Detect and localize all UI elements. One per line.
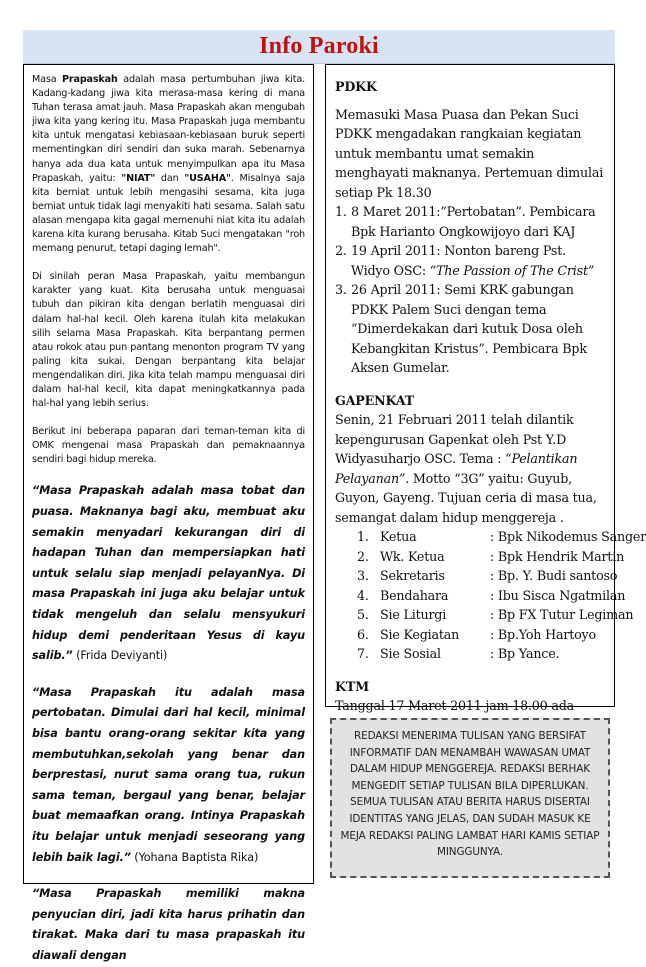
member-row: [357, 644, 606, 664]
page-header: [23, 30, 615, 64]
text-run: Motto “3G” yaitu: Guyub, Guyon, Gayeng. Tujuan ceria di masa tua, semangat dalam hidup menggereja .: [335, 470, 597, 525]
member-row: [357, 586, 626, 606]
text-run: adalah masa pertumbuhan jiwa kita. Kadang-kadang jiwa kita merasa-masa kering di mana Tuhan terasa amat jauh. Masa Prapaskah akan mengubah jiwa kita yang kering itu. Masa Prapaskah juga membantu kita untuk mengatasi kebiasaan-kebiasaan buruk seperti mementingkan diri sendiri dan suka marah. Sebenarnya hanya ada dua kata untuk menyimpulkan apa itu Masa Prapaskah, yaitu:: [32, 74, 305, 184]
member-name: : Bp. Y. Budi santoso: [490, 568, 618, 583]
text-run: 26 April 2011: Semi KRK gabungan PDKK Palem Suci dengan tema “Dimerdekakan dari kutuk Dosa oleh Kebangkitan Kristus”. Pembicara Bpk Aksen Gumelar.: [351, 282, 587, 375]
member-name: : Bp Yance.: [490, 646, 560, 661]
member-name: : Bpk Hendrik Martin: [490, 548, 625, 564]
member-number: 7.: [357, 646, 369, 661]
member-name: : Bp FX Tutur Legiman: [490, 607, 634, 622]
text-run: . Misalnya saja kita berniat untuk lebih mengasihi sesama, kita juga berniat untuk tidak lagi menyakiti hati sesama. Salah satu alasan mengapa kita gagal memenuhi niat kita itu adalah karena kita kurang berusaha. Kitab Suci mengatakan "roh memang penurut, tetapi daging lemah".: [32, 172, 306, 255]
pdkk-list: [335, 202, 606, 378]
bold-term: "NIAT": [121, 172, 156, 184]
text-run: 8 Maret 2011:”Pertobatan”. Pembicara Bpk Harianto Ongkowijoyo dari KAJ: [351, 204, 596, 239]
quote-block: [32, 481, 305, 666]
quote-text: “Masa Prapaskah adalah masa tobat dan puasa. Maknanya bagi aku, membuat aku semakin menyadari kekurangan diri di hadapan Tuhan dan mempersiapkan hati untuk selalu siap menjadi pelayanNya. Di masa Prapaskah ini juga aku belajar untuk tidak mengeluh dan selalu mensyukuri hidup demi penderitaan Yesus di kayu salib.”: [32, 484, 305, 663]
section-heading: KTM: [335, 678, 369, 694]
quote-block: [32, 683, 305, 868]
list-item: [335, 202, 606, 241]
editorial-notice: [330, 718, 610, 878]
section-text: [335, 410, 606, 527]
bold-term: "USAHA": [184, 172, 231, 184]
member-number: 1.: [357, 529, 369, 544]
member-row: [357, 566, 618, 586]
text-run: Masa: [32, 74, 63, 85]
member-number: 6.: [357, 626, 369, 642]
page-title: Info Paroki: [259, 33, 379, 59]
member-name: : Bpk Nikodemus Sanger: [490, 529, 646, 544]
list-number: 3.: [335, 282, 347, 297]
section-heading: GAPENKAT: [335, 392, 414, 408]
member-role: Sekretaris: [380, 568, 445, 583]
list-item: [335, 280, 606, 378]
list-text: [351, 280, 606, 378]
film-title: “The Passion of The Crist”: [429, 262, 595, 278]
member-row: [357, 547, 625, 567]
list-number: 1.: [335, 204, 347, 219]
member-role: Bendahara: [380, 587, 449, 603]
pdkk-section: [335, 77, 606, 378]
quote-text: “Masa Prapaskah itu adalah masa pertobatan. Dimulai dari hal kecil, minimal bisa bantu orang-orang sekitar kita yang membutuhkan,sekolah yang benar dan berprestasi, nurut sama orang tua, rukun sama teman, bergaul yang benar, belajar buat memaafkan orang. Intinya Prapaskah itu belajar untuk menjadi seseorang yang lebih baik lagi.”: [32, 685, 305, 864]
list-text: [351, 202, 606, 241]
quote-block: [32, 884, 305, 966]
body-paragraph: Berikut ini beberapa paparan dari teman-teman kita di OMK mengenai masa Prapaskah dan pemaknaannya sendiri bagi hidup mereka.: [32, 426, 305, 466]
quote-author: (Yohana Baptista Rika): [130, 850, 259, 864]
member-role: Wk. Ketua: [380, 548, 445, 564]
text-run: Senin, 21 Februari 2011 telah dilantik kepengurusan Gapenkat oleh Pst Y.D Widyasuharjo OSC. Tema :: [335, 412, 574, 466]
list-item: [335, 241, 606, 280]
list-text: [351, 241, 606, 280]
intro-paragraph: [32, 73, 305, 256]
member-name: : Bp.Yoh Hartoyo: [490, 626, 596, 642]
member-role: Sie Sosial: [380, 646, 441, 661]
section-heading: PDKK: [335, 79, 377, 94]
member-row: [357, 527, 646, 547]
member-number: 3.: [357, 568, 369, 583]
member-number: 2.: [357, 548, 369, 564]
member-role: Sie Kegiatan: [380, 626, 460, 642]
member-row: [357, 605, 634, 625]
body-paragraph: Di sinilah peran Masa Prapaskah, yaitu membangun karakter yang kuat. Kita berusaha untuk menguasai tubuh dan pikiran kita dengan berlatih menguasai diri dalam hal-hal kecil. Oleh karena itulah kita melakukan silih selama Masa Prapaskah. Kita berpantang permen atau rokok atau pun pantang menonton program TV yang paling kita sukai. Dengan berpantang kita belajar mengendalikan diri. Jika kita telah mampu menguasai diri dalam hal-hal kecil, kita dapat meningkatkannya pada hal-hal yang lebih serius.: [32, 271, 305, 410]
quote-author: (Frida Deviyanti): [72, 649, 168, 663]
section-text: Tanggal 17 Maret 2011 jam 18.00 ada: [335, 698, 575, 713]
left-column: [23, 64, 314, 962]
notice-text: REDAKSI MENERIMA TULISAN YANG BERSIFAT INFORMATIF DAN MENAMBAH WAWASAN UMAT DALAM HIDUP MENGGEREJA. REDAKSI BERHAK MENGEDIT SETIAP TULISAN BILA DIPERLUKAN. SEMUA TULISAN ATAU BERITA HARUS DISERTAI IDENTITAS YANG JELAS, DAN SUDAH MASUK KE MEJA REDAKSI PALING LAMBAT HARI KAMIS SETIAP MINGGUNYA.: [340, 730, 600, 859]
member-role: Ketua: [380, 529, 417, 544]
member-row: [357, 625, 606, 645]
member-number: 5.: [357, 607, 369, 622]
theme-text: “Pelantikan Pelayanan”.: [335, 451, 578, 486]
bold-term: Prapaskah: [62, 74, 118, 85]
member-number: 4.: [357, 587, 369, 603]
section-text: Memasuki Masa Puasa dan Pekan Suci PDKK mengadakan rangkaian kegiatan untuk membantu umat semakin menghayati maknanya. Pertemuan dimulai setiap Pk 18.30: [335, 106, 604, 200]
gapenkat-section: [335, 391, 646, 664]
text-run: dan: [155, 172, 185, 184]
quote-text: “Masa Prapaskah memiliki makna penyucian diri, jadi kita harus prihatin dan tirakat. Maka dari tu masa prapaskah itu diawali dengan: [32, 887, 305, 962]
member-role: Sie Liturgi: [380, 607, 447, 622]
text-run: 19 April 2011: Nonton bareng Pst. Widyo OSC:: [351, 243, 566, 278]
list-number: 2.: [335, 243, 347, 258]
right-column: [325, 64, 646, 713]
member-list: [357, 527, 646, 664]
member-name: : Ibu Sisca Ngatmilan: [490, 587, 626, 603]
